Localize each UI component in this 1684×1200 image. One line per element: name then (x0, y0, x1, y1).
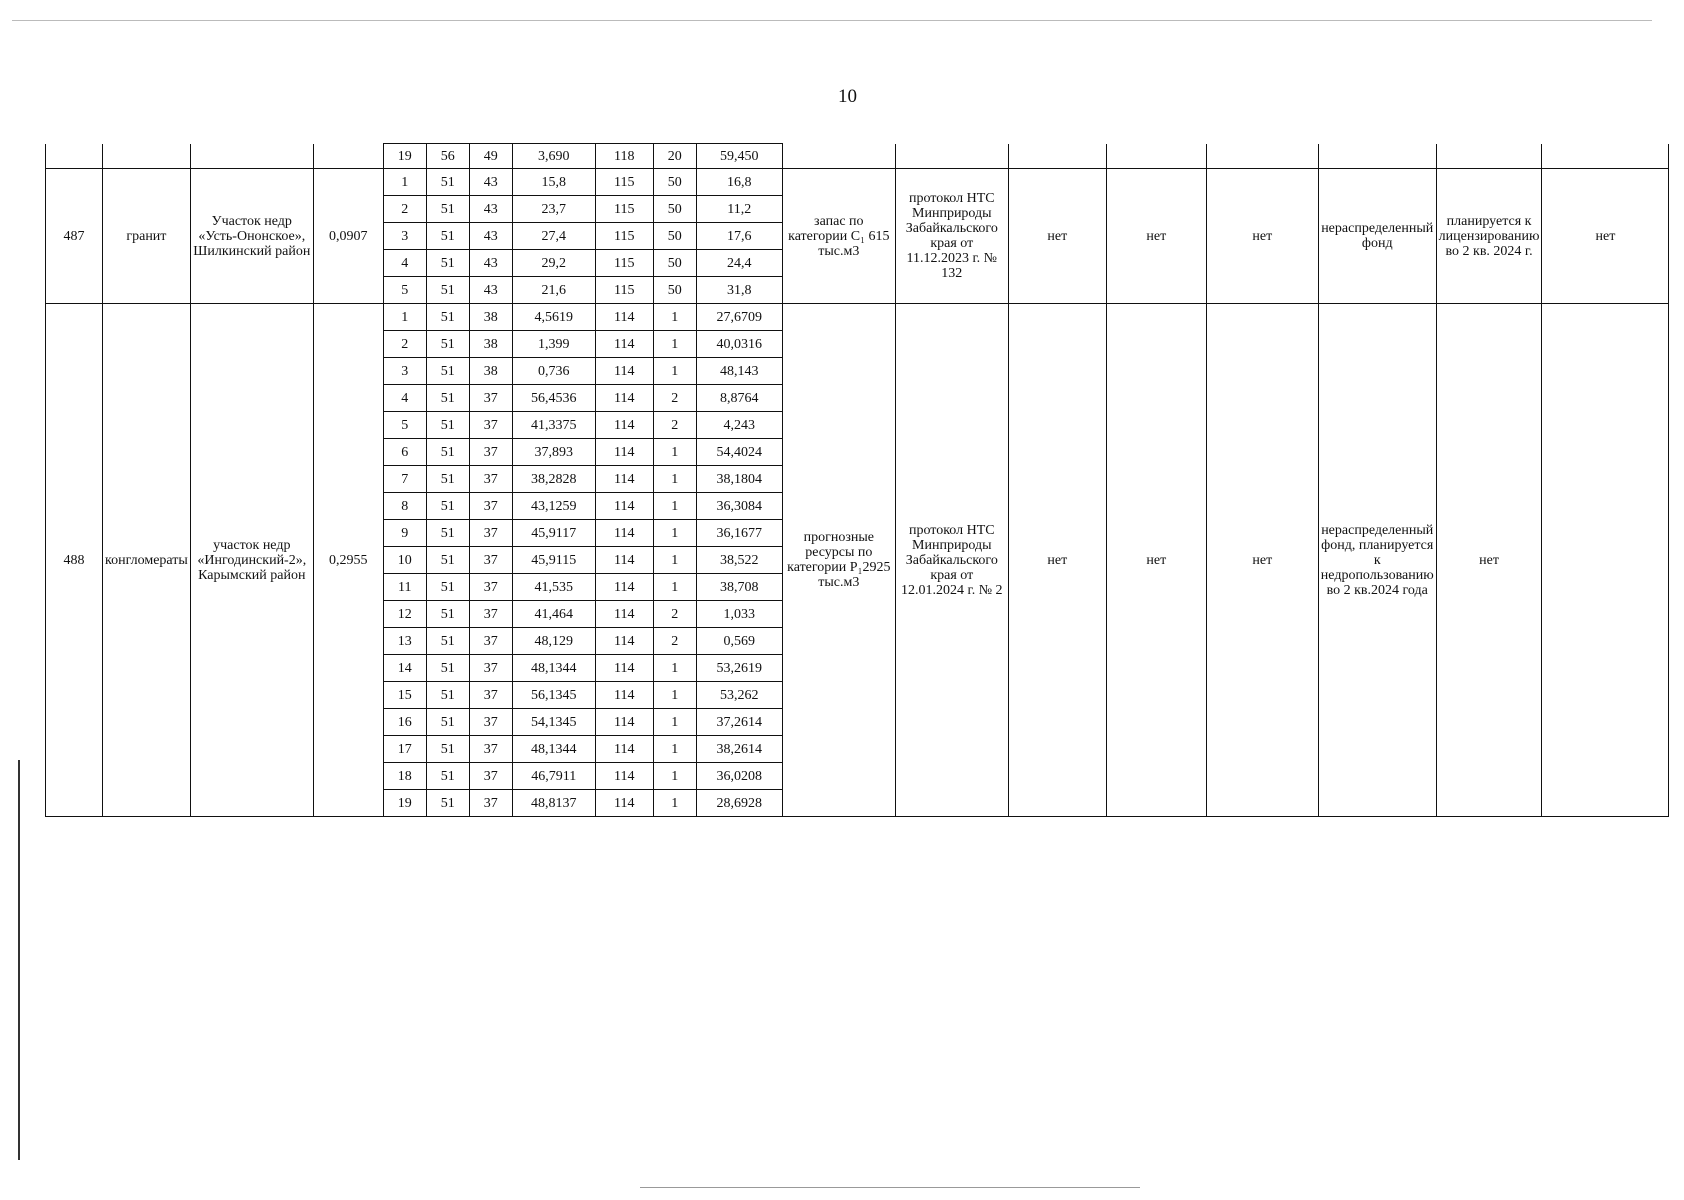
coordinate-cell: 18 (383, 763, 426, 790)
coordinate-cell: 118 (595, 144, 653, 169)
blank-cell (1436, 144, 1542, 169)
blank-cell (1008, 144, 1106, 169)
coordinate-cell: 5 (383, 277, 426, 304)
coordinate-cell: 23,7 (512, 196, 595, 223)
coordinate-cell: 4,243 (696, 412, 782, 439)
coordinate-cell: 51 (426, 439, 469, 466)
coordinate-cell: 114 (595, 601, 653, 628)
coordinate-cell: 24,4 (696, 250, 782, 277)
coordinate-cell: 4 (383, 385, 426, 412)
coordinate-cell: 1 (653, 790, 696, 817)
blank-cell (313, 144, 383, 169)
coordinate-cell: 37 (469, 790, 512, 817)
coordinate-cell: 115 (595, 223, 653, 250)
coordinate-cell: 37 (469, 628, 512, 655)
coordinate-cell: 1 (653, 358, 696, 385)
coordinate-cell: 43 (469, 277, 512, 304)
coordinate-cell: 114 (595, 493, 653, 520)
coordinate-cell: 38,708 (696, 574, 782, 601)
status-cell-b: нет (1106, 304, 1206, 817)
mineral-type: конгломераты (103, 304, 191, 817)
coordinate-cell: 4 (383, 250, 426, 277)
coordinate-cell: 2 (383, 331, 426, 358)
coordinate-cell: 50 (653, 250, 696, 277)
table-body (46, 144, 1669, 817)
site-name: участок недр «Ингодинский-2», Карымский район (190, 304, 313, 817)
coordinate-cell: 17 (383, 736, 426, 763)
site-name: Участок недр «Усть-Ононское», Шилкинский район (190, 169, 313, 304)
coordinate-cell: 50 (653, 196, 696, 223)
coordinate-cell: 51 (426, 250, 469, 277)
coordinate-cell: 2 (653, 412, 696, 439)
coordinate-cell: 59,450 (696, 144, 782, 169)
coordinate-cell: 51 (426, 682, 469, 709)
coordinate-cell: 114 (595, 466, 653, 493)
licensing-plan: планируется к лицензированию во 2 кв. 2024 г. (1436, 169, 1542, 304)
coordinate-cell: 1 (383, 169, 426, 196)
coordinate-cell: 114 (595, 358, 653, 385)
coordinate-cell: 40,0316 (696, 331, 782, 358)
status-cell-last (1542, 304, 1669, 817)
coordinate-cell: 51 (426, 655, 469, 682)
coordinate-cell: 3,690 (512, 144, 595, 169)
coordinate-cell: 27,6709 (696, 304, 782, 331)
coordinate-cell: 114 (595, 547, 653, 574)
fund-status: нераспределенный фонд, планируется к недропользованию во 2 кв.2024 года (1318, 304, 1436, 817)
coordinate-cell: 36,1677 (696, 520, 782, 547)
coordinate-cell: 21,6 (512, 277, 595, 304)
coordinate-cell: 1 (383, 304, 426, 331)
coordinate-cell: 38,1804 (696, 466, 782, 493)
coordinate-cell: 51 (426, 385, 469, 412)
coordinate-cell: 115 (595, 196, 653, 223)
scan-left-edge (18, 760, 20, 1160)
coordinate-cell: 45,9117 (512, 520, 595, 547)
coordinate-cell: 15,8 (512, 169, 595, 196)
status-cell-c: нет (1206, 169, 1318, 304)
coordinate-cell: 38,2614 (696, 736, 782, 763)
coordinate-cell: 114 (595, 439, 653, 466)
coordinate-cell: 36,0208 (696, 763, 782, 790)
coordinate-cell: 38,522 (696, 547, 782, 574)
coordinate-cell: 46,7911 (512, 763, 595, 790)
coordinate-cell: 37 (469, 763, 512, 790)
coordinate-cell: 51 (426, 169, 469, 196)
coordinate-cell: 38,2828 (512, 466, 595, 493)
coordinate-cell: 48,8137 (512, 790, 595, 817)
coordinate-cell: 38 (469, 358, 512, 385)
coordinate-cell: 114 (595, 520, 653, 547)
coordinate-cell: 15 (383, 682, 426, 709)
entry-number: 488 (46, 304, 103, 817)
coordinate-cell: 51 (426, 574, 469, 601)
status-cell-a: нет (1008, 169, 1106, 304)
coordinate-cell: 10 (383, 547, 426, 574)
coordinate-cell: 48,1344 (512, 736, 595, 763)
coordinate-cell: 38 (469, 304, 512, 331)
coordinate-cell: 41,464 (512, 601, 595, 628)
coordinate-cell: 1 (653, 547, 696, 574)
coordinate-cell: 13 (383, 628, 426, 655)
coordinate-cell: 114 (595, 682, 653, 709)
entry-number: 487 (46, 169, 103, 304)
coordinate-cell: 37,2614 (696, 709, 782, 736)
blank-cell (1542, 144, 1669, 169)
coordinate-cell: 43,1259 (512, 493, 595, 520)
site-area: 0,2955 (313, 304, 383, 817)
coordinate-cell: 51 (426, 277, 469, 304)
coordinate-cell: 29,2 (512, 250, 595, 277)
coordinate-cell: 56,4536 (512, 385, 595, 412)
coordinate-cell: 51 (426, 709, 469, 736)
coordinate-cell: 1 (653, 331, 696, 358)
coordinate-cell: 37 (469, 736, 512, 763)
coordinate-cell: 48,1344 (512, 655, 595, 682)
coordinate-cell: 43 (469, 223, 512, 250)
coordinate-cell: 51 (426, 790, 469, 817)
coordinate-cell: 28,6928 (696, 790, 782, 817)
table-row (46, 169, 1669, 196)
coordinate-cell: 114 (595, 763, 653, 790)
coordinate-cell: 37 (469, 439, 512, 466)
coordinate-cell: 19 (383, 790, 426, 817)
coordinate-cell: 114 (595, 628, 653, 655)
blank-cell (782, 144, 895, 169)
coordinate-cell: 50 (653, 223, 696, 250)
coordinate-cell: 5 (383, 412, 426, 439)
coordinate-cell: 51 (426, 358, 469, 385)
coordinate-cell: 3 (383, 223, 426, 250)
coordinate-cell: 37 (469, 574, 512, 601)
blank-cell (190, 144, 313, 169)
coordinate-cell: 50 (653, 169, 696, 196)
coordinate-cell: 1 (653, 304, 696, 331)
coordinate-cell: 49 (469, 144, 512, 169)
coordinate-cell: 2 (653, 601, 696, 628)
coordinate-cell: 50 (653, 277, 696, 304)
coordinate-cell: 51 (426, 763, 469, 790)
basis-protocol: протокол НТС Минприроды Забайкальского края от 11.12.2023 г. № 132 (895, 169, 1008, 304)
coordinate-cell: 51 (426, 331, 469, 358)
coordinate-cell: 48,143 (696, 358, 782, 385)
coordinate-cell: 114 (595, 304, 653, 331)
coordinate-cell: 51 (426, 736, 469, 763)
coordinate-cell: 12 (383, 601, 426, 628)
status-cell-b: нет (1106, 169, 1206, 304)
coordinate-cell: 4,5619 (512, 304, 595, 331)
coordinate-cell: 2 (383, 196, 426, 223)
status-cell-last: нет (1542, 169, 1669, 304)
coordinate-cell: 37 (469, 709, 512, 736)
coordinate-cell: 114 (595, 655, 653, 682)
coordinate-cell: 1 (653, 466, 696, 493)
coordinate-cell: 3 (383, 358, 426, 385)
site-area: 0,0907 (313, 169, 383, 304)
coordinate-cell: 6 (383, 439, 426, 466)
table-row (46, 304, 1669, 331)
coordinate-cell: 1 (653, 682, 696, 709)
blank-cell (1318, 144, 1436, 169)
coordinate-cell: 27,4 (512, 223, 595, 250)
coordinate-cell: 8 (383, 493, 426, 520)
coordinate-cell: 17,6 (696, 223, 782, 250)
coordinate-cell: 1 (653, 655, 696, 682)
coordinate-cell: 43 (469, 196, 512, 223)
coordinate-cell: 51 (426, 547, 469, 574)
coordinate-cell: 115 (595, 250, 653, 277)
coordinate-cell: 37 (469, 547, 512, 574)
coordinate-cell: 43 (469, 250, 512, 277)
coordinate-cell: 51 (426, 601, 469, 628)
coordinate-cell: 56 (426, 144, 469, 169)
coordinate-cell: 36,3084 (696, 493, 782, 520)
coordinate-cell: 31,8 (696, 277, 782, 304)
coordinate-cell: 114 (595, 709, 653, 736)
coordinate-cell: 19 (383, 144, 426, 169)
coordinate-cell: 54,4024 (696, 439, 782, 466)
status-cell-c: нет (1206, 304, 1318, 817)
coordinate-cell: 1,399 (512, 331, 595, 358)
coordinate-cell: 37 (469, 682, 512, 709)
coordinate-cell: 7 (383, 466, 426, 493)
coordinate-cell: 56,1345 (512, 682, 595, 709)
coordinate-cell: 45,9115 (512, 547, 595, 574)
coordinate-cell: 38 (469, 331, 512, 358)
resource-category: прогнозные ресурсы по категории P₁2925 тыс.м3 (782, 304, 895, 817)
mineral-type: гранит (103, 169, 191, 304)
coordinate-cell: 51 (426, 196, 469, 223)
coordinate-cell: 37 (469, 385, 512, 412)
coordinate-cell: 114 (595, 385, 653, 412)
coordinate-cell: 1 (653, 493, 696, 520)
coordinate-cell: 51 (426, 304, 469, 331)
resource-category: запас по категории C₁ 615 тыс.м3 (782, 169, 895, 304)
top-scan-edge (12, 20, 1652, 21)
coordinate-cell: 51 (426, 520, 469, 547)
coordinate-cell: 53,262 (696, 682, 782, 709)
blank-cell (1206, 144, 1318, 169)
blank-cell (1106, 144, 1206, 169)
coordinate-cell: 9 (383, 520, 426, 547)
coordinate-cell: 114 (595, 736, 653, 763)
coordinate-cell: 37 (469, 601, 512, 628)
coordinate-cell: 41,3375 (512, 412, 595, 439)
coordinate-cell: 8,8764 (696, 385, 782, 412)
coordinate-cell: 11,2 (696, 196, 782, 223)
fund-status: нераспределенный фонд (1318, 169, 1436, 304)
coordinate-cell: 2 (653, 385, 696, 412)
licensing-plan: нет (1436, 304, 1542, 817)
coordinate-cell: 53,2619 (696, 655, 782, 682)
coordinate-cell: 37,893 (512, 439, 595, 466)
coordinate-cell: 1 (653, 520, 696, 547)
coordinate-cell: 1 (653, 709, 696, 736)
continuation-row (46, 144, 1669, 169)
coordinate-cell: 114 (595, 574, 653, 601)
coordinate-cell: 2 (653, 628, 696, 655)
coordinate-cell: 37 (469, 412, 512, 439)
coordinate-cell: 41,535 (512, 574, 595, 601)
coordinate-cell: 114 (595, 790, 653, 817)
blank-cell (103, 144, 191, 169)
coordinate-cell: 114 (595, 412, 653, 439)
coordinate-cell: 1,033 (696, 601, 782, 628)
status-cell-a: нет (1008, 304, 1106, 817)
coordinate-cell: 51 (426, 223, 469, 250)
coordinate-cell: 14 (383, 655, 426, 682)
coordinate-cell: 37 (469, 520, 512, 547)
coordinate-cell: 16,8 (696, 169, 782, 196)
coordinate-cell: 43 (469, 169, 512, 196)
coordinate-cell: 1 (653, 439, 696, 466)
coordinate-cell: 0,569 (696, 628, 782, 655)
coordinate-cell: 51 (426, 628, 469, 655)
page-number: 10 (838, 86, 857, 107)
coordinate-cell: 11 (383, 574, 426, 601)
coordinate-cell: 51 (426, 412, 469, 439)
blank-cell (46, 144, 103, 169)
coordinate-cell: 37 (469, 655, 512, 682)
coordinate-cell: 48,129 (512, 628, 595, 655)
blank-cell (895, 144, 1008, 169)
coordinate-cell: 54,1345 (512, 709, 595, 736)
coordinate-cell: 51 (426, 466, 469, 493)
coordinate-cell: 51 (426, 493, 469, 520)
coordinate-cell: 114 (595, 331, 653, 358)
coordinate-cell: 37 (469, 493, 512, 520)
coordinate-cell: 1 (653, 574, 696, 601)
coordinate-cell: 37 (469, 466, 512, 493)
resources-table (45, 143, 1669, 817)
coordinate-cell: 0,736 (512, 358, 595, 385)
coordinate-cell: 16 (383, 709, 426, 736)
coordinate-cell: 20 (653, 144, 696, 169)
coordinate-cell: 115 (595, 169, 653, 196)
basis-protocol: протокол НТС Минприроды Забайкальского края от 12.01.2024 г. № 2 (895, 304, 1008, 817)
coordinate-cell: 115 (595, 277, 653, 304)
coordinate-cell: 1 (653, 736, 696, 763)
coordinate-cell: 1 (653, 763, 696, 790)
scan-bottom-edge (640, 1187, 1140, 1188)
